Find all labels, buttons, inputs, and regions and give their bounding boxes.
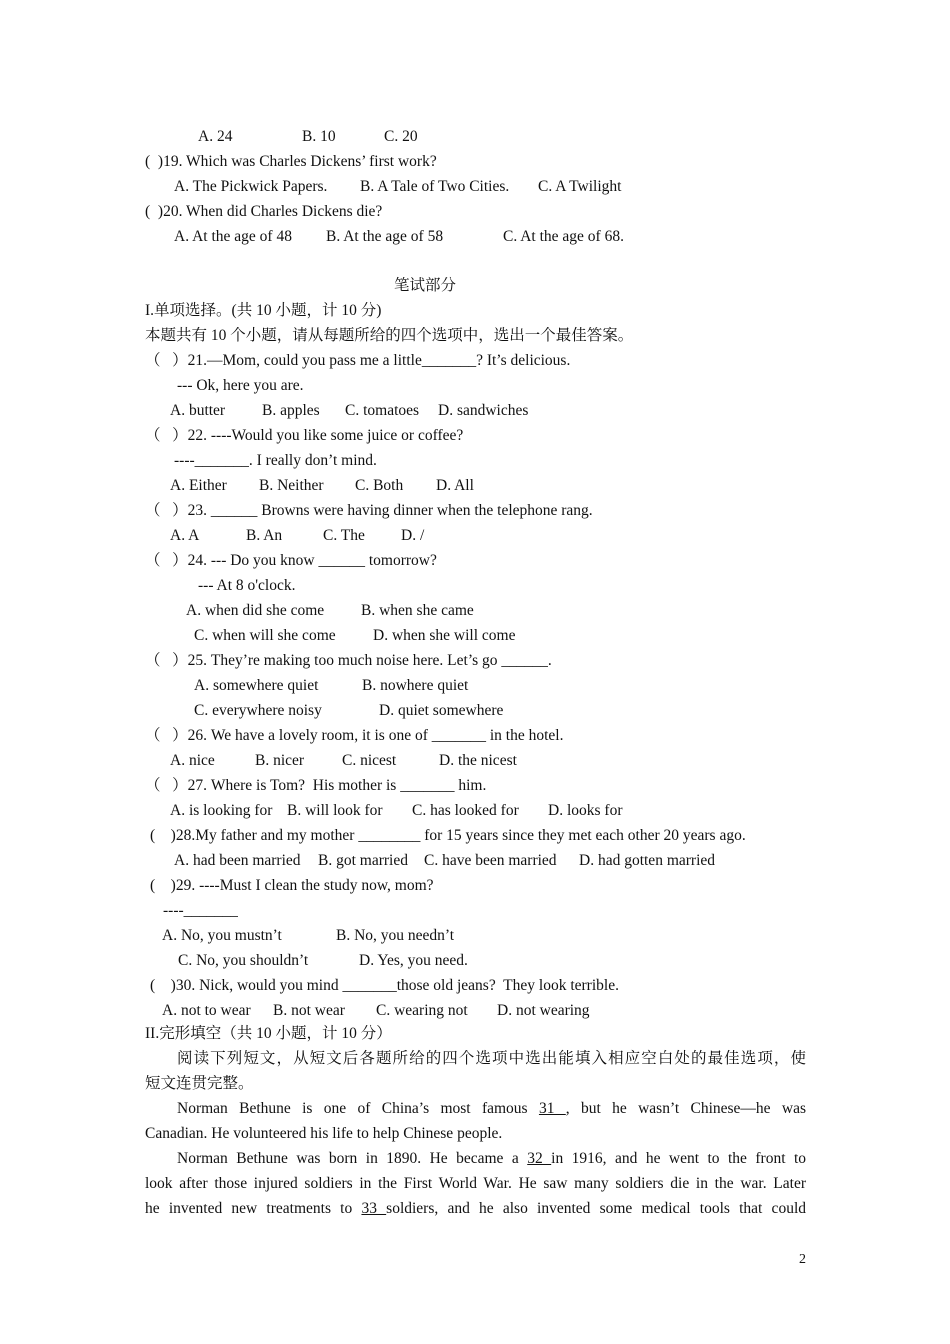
- q27-stem: （ ）27. Where is Tom? His mother is _______ him.: [145, 777, 487, 794]
- q21-option-d: D. sandwiches: [438, 402, 529, 419]
- q20-option-b: B. At the age of 58: [326, 228, 444, 245]
- q24-reply: --- At 8 o'clock.: [198, 577, 296, 594]
- q30-option-b: B. not wear: [273, 1002, 345, 1019]
- q19-option-b: B. A Tale of Two Cities.: [360, 178, 510, 195]
- q29-option-c: C. No, you shouldn’t: [178, 952, 309, 969]
- q28-option-b: B. got married: [318, 852, 408, 869]
- q18-option-a: A. 24: [198, 128, 233, 145]
- section2-heading: II.完形填空（共 10 小题，计 10 分）: [145, 1025, 392, 1042]
- q24-option-c: C. when will she come: [194, 627, 336, 644]
- q29-option-a: A. No, you mustn’t: [162, 927, 282, 944]
- q27-option-d: D. looks for: [548, 802, 623, 819]
- q21-option-a: A. butter: [170, 402, 226, 419]
- q29-reply: ----_______: [163, 902, 238, 919]
- passage-text: , but he wasn’t Chinese—he was: [565, 1100, 807, 1117]
- q25-option-b: B. nowhere quiet: [362, 677, 469, 694]
- q23-option-c: C. The: [323, 527, 365, 544]
- q19-option-c: C. A Twilight: [538, 178, 622, 195]
- section2-instruction-line1: 阅读下列短文，从短文后各题所给的四个选项中选出能填入相应空白处的最佳选项，使: [177, 1050, 806, 1067]
- page-number: 2: [799, 1252, 806, 1267]
- q21-option-b: B. apples: [262, 402, 320, 419]
- passage-text: he invented new treatments to: [145, 1200, 362, 1217]
- q28-option-a: A. had been married: [174, 852, 301, 869]
- q24-option-b: B. when she came: [361, 602, 474, 619]
- q22-reply: ----_______. I really don’t mind.: [174, 452, 377, 469]
- q28-stem: ( )28.My father and my mother ________ for 15 years since they met each other 20 years ago.: [150, 827, 746, 844]
- q29-option-b: B. No, you needn’t: [336, 927, 455, 944]
- q30-option-a: A. not to wear: [162, 1002, 251, 1019]
- q23-option-b: B. An: [246, 527, 283, 544]
- q30-stem: ( )30. Nick, would you mind _______those old jeans? They look terrible.: [150, 977, 619, 994]
- q30-option-c: C. wearing not: [376, 1002, 468, 1019]
- q21-option-c: C. tomatoes: [345, 402, 420, 419]
- q24-option-a: A. when did she come: [186, 602, 325, 619]
- blank-32: 32: [527, 1150, 552, 1167]
- q25-stem: （ ）25. They’re making too much noise here. Let’s go ______.: [145, 652, 552, 669]
- q23-option-a: A. A: [170, 527, 200, 544]
- passage-text: in 1916, and he went to the front to: [551, 1150, 807, 1167]
- q26-option-a: A. nice: [170, 752, 215, 769]
- q22-option-b: B. Neither: [259, 477, 324, 494]
- blank-31: 31: [538, 1100, 566, 1117]
- q25-option-a: A. somewhere quiet: [194, 677, 319, 694]
- passage-p2-line1: [177, 1149, 806, 1169]
- q22-option-d: D. All: [436, 477, 474, 494]
- q26-option-b: B. nicer: [255, 752, 305, 769]
- q19-option-a: A. The Pickwick Papers.: [174, 178, 328, 195]
- q22-option-a: A. Either: [170, 477, 227, 494]
- section1-instruction: 本题共有 10 个小题，请从每题所给的四个选项中，选出一个最佳答案。: [145, 327, 634, 344]
- q24-option-d: D. when she will come: [373, 627, 516, 644]
- q18-option-b: B. 10: [302, 128, 336, 145]
- q27-option-a: A. is looking for: [170, 802, 273, 819]
- q25-option-c: C. everywhere noisy: [194, 702, 322, 719]
- passage-text: soldiers, and he also invented some medical tools that could: [386, 1200, 806, 1217]
- q23-stem: （ ）23. ______ Browns were having dinner when the telephone rang.: [145, 502, 593, 519]
- passage-text: Norman Bethune is one of China’s most famous: [177, 1100, 528, 1117]
- passage-text: Norman Bethune was born in 1890. He became a: [177, 1150, 528, 1167]
- q26-stem: （ ）26. We have a lovely room, it is one of _______ in the hotel.: [145, 727, 564, 744]
- blank-33: 33: [361, 1200, 387, 1217]
- q26-option-c: C. nicest: [342, 752, 397, 769]
- q23-option-d: D. /: [401, 527, 425, 544]
- q18-option-c: C. 20: [384, 128, 418, 145]
- q21-stem: （ ）21.—Mom, could you pass me a little_______? It’s delicious.: [145, 352, 571, 369]
- q20-option-c: C. At the age of 68.: [503, 228, 624, 245]
- q20-stem: ( )20. When did Charles Dickens die?: [145, 203, 383, 220]
- passage-p1-line2: Canadian. He volunteered his life to help Chinese people.: [145, 1125, 503, 1142]
- q19-stem: ( )19. Which was Charles Dickens’ first work?: [145, 153, 437, 170]
- q22-stem: （ ）22. ----Would you like some juice or coffee?: [145, 427, 464, 444]
- passage-p2-line2: look after those injured soldiers in the First World War. He saw many soldiers die in the war. Later: [145, 1175, 806, 1192]
- q28-option-c: C. have been married: [424, 852, 557, 869]
- q27-option-b: B. will look for: [287, 802, 383, 819]
- q27-option-c: C. has looked for: [412, 802, 519, 819]
- q21-reply: --- Ok, here you are.: [177, 377, 304, 394]
- q26-option-d: D. the nicest: [439, 752, 517, 769]
- q29-option-d: D. Yes, you need.: [359, 952, 468, 969]
- section2-instruction-line2: 短文连贯完整。: [145, 1075, 254, 1092]
- q28-option-d: D. had gotten married: [579, 852, 716, 869]
- q25-option-d: D. quiet somewhere: [379, 702, 504, 719]
- q24-stem: （ ）24. --- Do you know ______ tomorrow?: [145, 552, 437, 569]
- passage-p1-line1: [177, 1099, 806, 1119]
- q22-option-c: C. Both: [355, 477, 404, 494]
- written-section-title: 笔试部分: [394, 277, 457, 294]
- section1-heading: I.单项选择。(共 10 小题，计 10 分): [145, 302, 382, 319]
- q30-option-d: D. not wearing: [497, 1002, 590, 1019]
- q20-option-a: A. At the age of 48: [174, 228, 292, 245]
- passage-p2-line3: [145, 1199, 806, 1219]
- q29-stem: ( )29. ----Must I clean the study now, mom?: [150, 877, 434, 894]
